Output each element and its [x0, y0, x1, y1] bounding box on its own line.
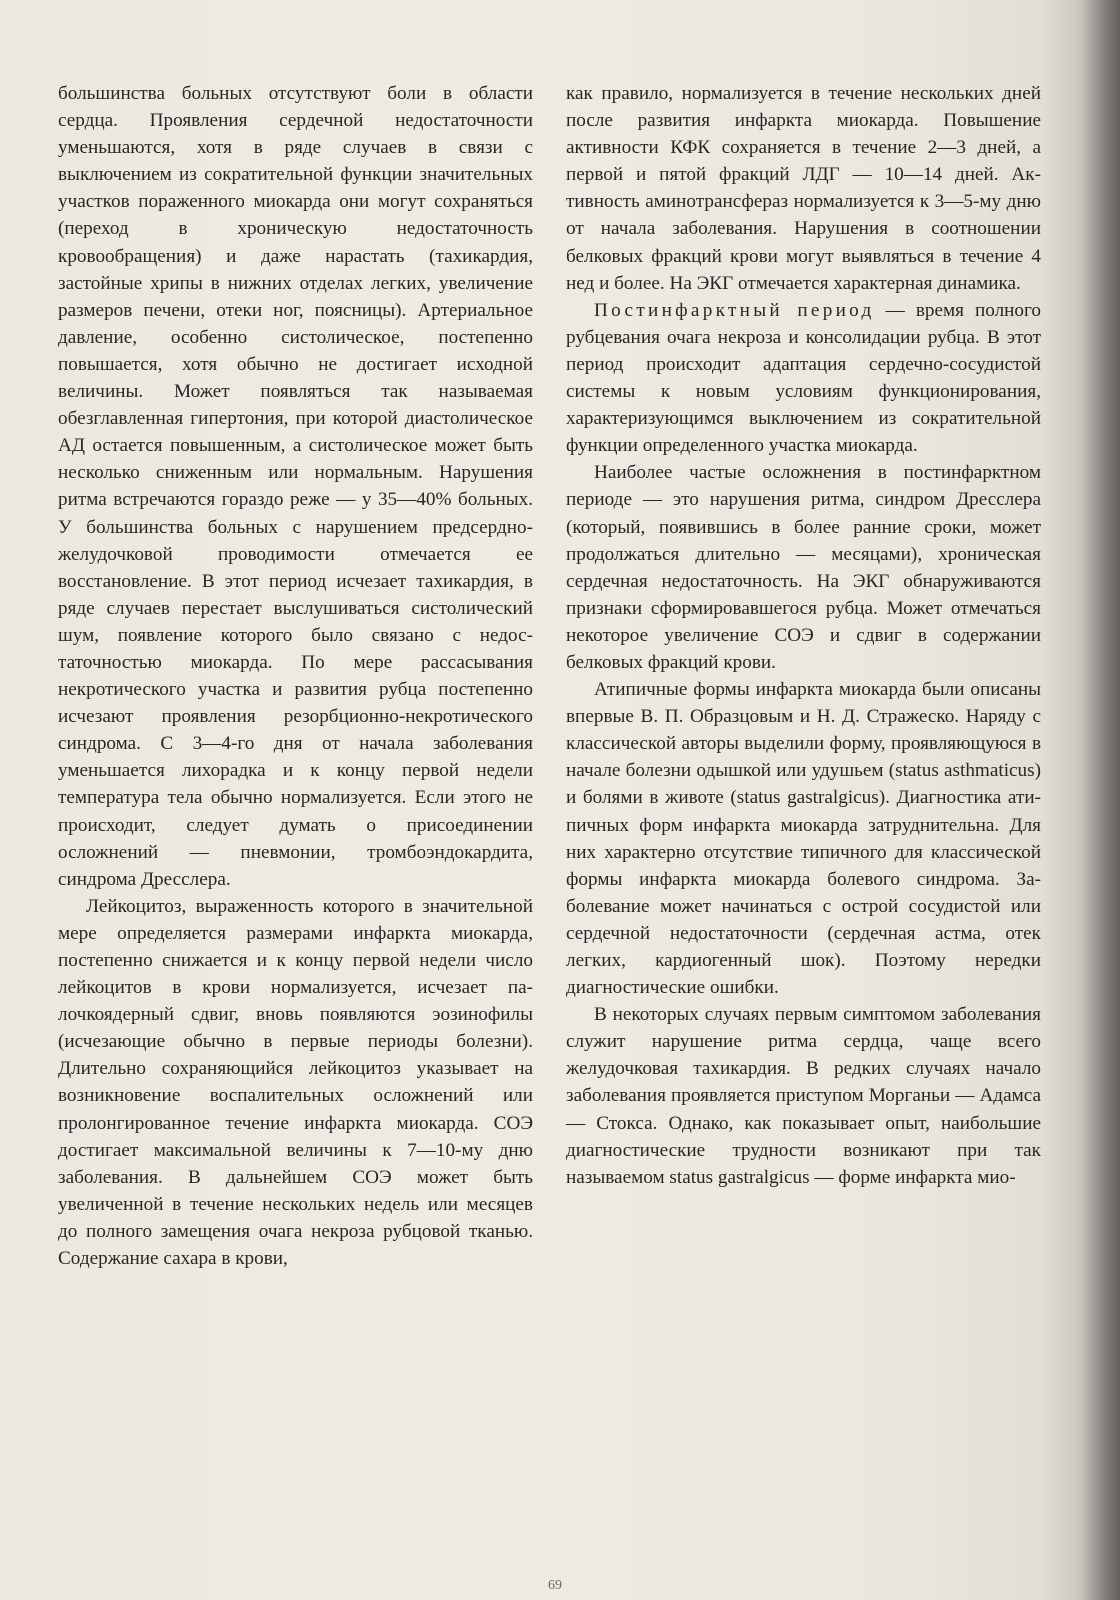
binding-shadow: [1082, 0, 1120, 1600]
paragraph: большинства больных отсутствуют боли в области сердца. Проявления сердечной недостаточности уменьшаются, хотя в ряде случаев в связи с выключением из сократительной функции значительных участков пораженного миокарда они могут сохраняться (переход в хроническую недостаточность кровообращения) и даже нарастать (тахикардия, застойные хрипы в нижних отделах легких, увеличение размеров печени, отеки ног, поясницы). Артериальное давление, особенно систолическое, постепенно повышается, хотя обычно не достигает исходной величины. Может появляться так называемая обезглавленная гипертония, при которой диастолическое АД остается повышенным, а систолическое может быть несколько сниженным или нормальным. Нарушения ритма встречаются гораздо реже — у 35—40% больных. У большинства больных с нарушением предсердно-желудочковой проводимости отмечается ее восстановление. В этот период исчезает тахикардия, в ряде случаев перестает выслушиваться систолический шум, появление которого было связано с недостаточностью миокарда. По мере рассасывания некротического участка и развития рубца постепенно исчезают проявления резорбционно-некротического синдрома. С 3—4-го дня от начала заболевания уменьшается лихорадка и к концу первой недели температура тела обычно нормализуется. Если этого не происходит, следует думать о присоединении осложнений — пневмонии, тромбоэндокардита, синдрома Дресслера.: [58, 83, 533, 890]
paragraph: Наиболее частые осложнения в постинфарктном периоде — это нарушения ритма, синдром Дресслера (который, появившись в более ранние сроки, может продолжаться длительно — месяцами), хроническая сердечная недостаточность. На ЭКГ обнаруживаются признаки сформировавшегося рубца. Может отмечаться некоторое увеличение СОЭ и сдвиг в содержании белковых фракций крови.: [566, 462, 1041, 673]
right-column: [566, 80, 1041, 1191]
paragraph: В некоторых случаях первым симптомом заболевания служит нарушение ритма сердца, чаще всего желудочковая тахикардия. В редких случаях начало заболевания проявляется приступом Морганьи — Адамса — Стокса. Однако, как показывает опыт, наибольшие диагностические трудности возникают при так называемом status gastralgicus — форме инфаркта мио-: [566, 1004, 1041, 1188]
left-column: [58, 80, 533, 1272]
paragraph: как правило, нормализуется в течение нескольких дней после развития инфаркта миокарда. Повышение активности КФК сохраняется в течение 2—3 дней, а первой и пятой фракций ЛДГ — 10—14 дней. Активность аминотрансфераз нормализуется к 3—5-му дню от начала заболевания. Нарушения в соотношении белковых фракций крови могут выявляться в течение 4 нед и более. На ЭКГ отмечается характерная динамика.: [566, 83, 1041, 294]
spaced-term: Постинфарктный период: [594, 299, 875, 321]
paragraph: [566, 297, 1041, 460]
paragraph: Лейкоцитоз, выраженность которого в значительной мере определяется размерами инфаркта миокарда, постепенно снижается и к концу первой недели число лейкоцитов в крови нормализуется, исчезает палочкоядерный сдвиг, вновь появляются эозинофилы (исчезающие обычно в первые периоды болезни). Длительно сохраняющийся лейкоцитоз указывает на возникновение воспалительных осложнений или пролонгированное течение инфаркта миокарда. СОЭ достигает максимальной величины к 7—10-му дню заболевания. В дальнейшем СОЭ может быть увеличенной в течение нескольких недель или месяцев до полного замещения очага некроза рубцовой тканью. Содержание сахара в крови,: [58, 895, 533, 1270]
paragraph-text: — время полного рубцевания очага некроза и консолидации рубца. В этот период происходит адаптация сердечно-сосудистой системы к новым условиям функционирования, характеризующимся выключением из сократительной функции определенного участка миокарда.: [566, 299, 1042, 457]
paragraph: Атипичные формы инфаркта миокарда были описаны впервые В. П. Образцовым и Н. Д. Стражеско. Наряду с классической авторы выделили форму, проявляющуюся в начале болезни одышкой или удушьем (status asthmaticus) и болями в животе (status gastralgicus). Диагностика атипичных форм инфаркта миокарда затруднительна. Для них характерно отсутствие типичного для классической формы инфаркта миокарда болевого синдрома. Заболевание может начинаться с острой сосудистой или сердечной недостаточности (сердечная астма, отек легких, кардиогенный шок). Поэтому нередки диагностические ошибки.: [566, 679, 1041, 999]
page-number: 69: [548, 1578, 562, 1593]
